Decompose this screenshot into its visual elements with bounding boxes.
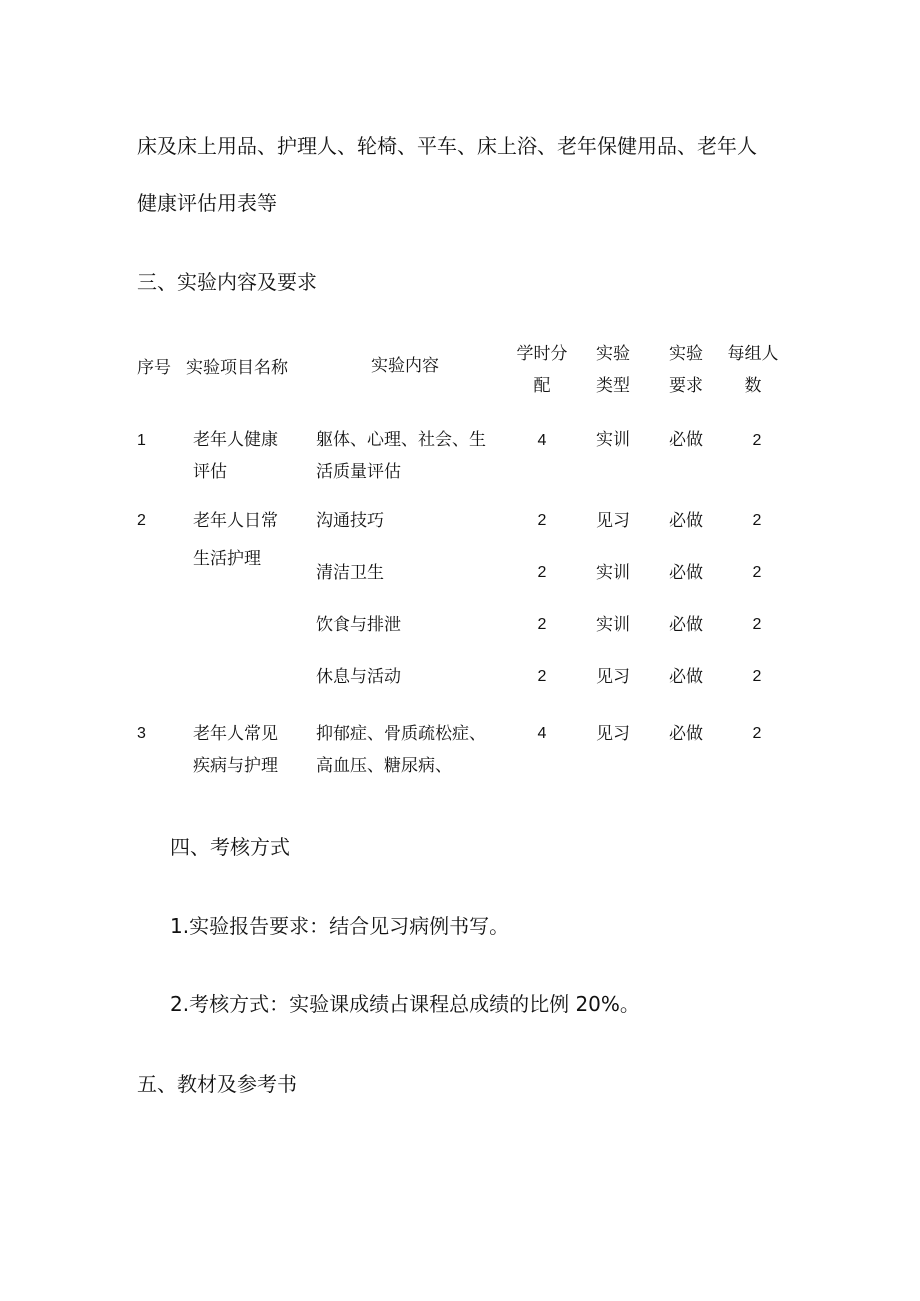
header-hours-l1: 学时分 — [516, 344, 568, 364]
row-content: 高血压、糖尿病、 — [316, 756, 452, 776]
row-type: 见习 — [596, 724, 630, 744]
header-content: 实验内容 — [371, 356, 439, 376]
assessment-item-1: 1.实验报告要求：结合见习病例书写。 — [170, 914, 510, 938]
row-name: 评估 — [193, 462, 227, 482]
row-hours: 4 — [537, 432, 547, 449]
row-hours: 2 — [537, 564, 547, 581]
row-hours: 2 — [537, 616, 547, 633]
row-content: 抑郁症、骨质疏松症、 — [316, 724, 486, 744]
header-name: 实验项目名称 — [186, 358, 288, 378]
row-group: 2 — [752, 564, 762, 581]
row-type: 见习 — [596, 667, 630, 687]
row-content: 沟通技巧 — [316, 511, 384, 531]
row-req: 必做 — [669, 430, 703, 450]
row-seq: 2 — [137, 512, 146, 529]
row-group: 2 — [752, 668, 762, 685]
row-group: 2 — [752, 512, 762, 529]
header-group-l2: 数 — [744, 376, 762, 396]
row-content: 清洁卫生 — [316, 563, 384, 583]
section-5-title: 五、教材及参考书 — [137, 1072, 297, 1096]
row-req: 必做 — [669, 724, 703, 744]
row-content: 活质量评估 — [316, 462, 401, 482]
header-req-l2: 要求 — [669, 376, 703, 396]
row-type: 见习 — [596, 511, 630, 531]
intro-line-2: 健康评估用表等 — [137, 191, 277, 215]
section-4-title: 四、考核方式 — [170, 835, 290, 859]
row-name: 老年人日常 — [193, 511, 278, 531]
row-type: 实训 — [596, 615, 630, 635]
row-hours: 2 — [537, 512, 547, 529]
row-type: 实训 — [596, 563, 630, 583]
section-3-title: 三、实验内容及要求 — [137, 270, 317, 294]
row-group: 2 — [752, 725, 762, 742]
header-seq: 序号 — [137, 358, 171, 378]
row-content: 休息与活动 — [316, 667, 401, 687]
row-content: 躯体、心理、社会、生 — [316, 430, 486, 450]
row-req: 必做 — [669, 511, 703, 531]
row-type: 实训 — [596, 430, 630, 450]
row-name: 疾病与护理 — [193, 756, 278, 776]
row-seq: 3 — [137, 725, 146, 742]
row-seq: 1 — [137, 432, 146, 449]
row-name: 生活护理 — [193, 549, 261, 569]
row-group: 2 — [752, 616, 762, 633]
intro-line-1: 床及床上用品、护理人、轮椅、平车、床上浴、老年保健用品、老年人 — [137, 134, 757, 158]
row-group: 2 — [752, 432, 762, 449]
row-req: 必做 — [669, 615, 703, 635]
row-content: 饮食与排泄 — [316, 615, 401, 635]
assessment-item-2: 2.考核方式：实验课成绩占课程总成绩的比例 20%。 — [170, 992, 640, 1016]
row-req: 必做 — [669, 667, 703, 687]
header-group-l1: 每组人 — [727, 344, 779, 364]
row-name: 老年人常见 — [193, 724, 278, 744]
row-name: 老年人健康 — [193, 430, 278, 450]
header-type-l1: 实验 — [596, 344, 630, 364]
row-hours: 4 — [537, 725, 547, 742]
row-req: 必做 — [669, 563, 703, 583]
header-req-l1: 实验 — [669, 344, 703, 364]
row-hours: 2 — [537, 668, 547, 685]
header-hours-l2: 配 — [533, 376, 551, 396]
header-type-l2: 类型 — [596, 376, 630, 396]
